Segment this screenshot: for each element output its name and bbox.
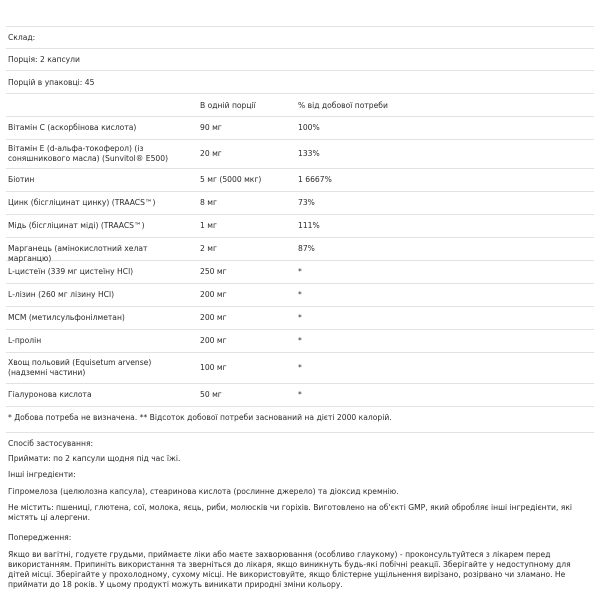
table-row [6,169,594,191]
ingredient-amount: 200 мг [200,290,227,299]
ingredient-amount: 1 мг [200,221,217,230]
header-amount: В одній порції [200,101,256,110]
ingredient-dv: 73% [298,198,315,207]
table-row [6,307,594,329]
ingredient-dv: * [298,313,302,322]
allergen-note: Не містить: пшениці, глютена, сої, молока, яєць, риби, молюсків чи горіхів. Виготовлено на об'єкті GMP, який обробляє інші інгредієнти, які містять ці алергени. [8,503,573,522]
ingredient-name: L-пролін [8,336,42,345]
ingredient-dv: 87% [298,244,315,253]
servings-row [6,71,594,93]
ingredient-dv: * [298,290,302,299]
ingredient-amount: 2 мг [200,244,217,253]
ingredient-amount: 50 мг [200,390,222,399]
table-row [6,117,594,139]
ingredient-amount: 200 мг [200,313,227,322]
ingredient-dv: 100% [298,123,320,132]
footnote-row [6,407,594,432]
composition-title: Склад: [8,33,36,42]
table-row [6,330,594,352]
warnings-title: Попередження: [8,533,72,542]
ingredient-amount: 250 мг [200,267,227,276]
table-row [6,215,594,237]
ingredient-amount: 200 мг [200,336,227,345]
table-row [6,140,594,168]
ingredient-amount: 90 мг [200,123,222,132]
ingredient-name: Мідь (бісгліцинат міді) (TRAACS™) [8,221,145,230]
ingredient-dv: * [298,336,302,345]
composition-title-row [6,27,594,48]
ingredient-amount: 8 мг [200,198,217,207]
ingredient-dv: 111% [298,221,320,230]
serving-row [6,49,594,70]
ingredient-amount: 100 мг [200,363,227,372]
ingredient-name: L-лізин (260 мг лізину HCl) [8,290,115,299]
servings-per-container: Порцій в упаковці: 45 [8,78,95,87]
table-footnote: * Добова потреба не визначена. ** Відсоток добової потреби заснований на дієті 2000 калорій. [8,413,392,422]
ingredient-name: Хвощ польовий (Equisetum arvense) (надземні частини) [8,358,152,377]
table-row [6,238,594,263]
header-daily-value: % від добової потреби [298,101,388,110]
supplement-facts-page [6,0,594,605]
ingredient-name: L-цистеїн (339 мг цистеїну HCl) [8,267,134,276]
ingredient-dv: 1 6667% [298,175,332,184]
ingredient-name: Цинк (бісгліцинат цинку) (TRAACS™) [8,198,156,207]
ingredient-amount: 20 мг [200,149,222,158]
warnings-text: Якщо ви вагітні, годуєте грудьми, приймаєте ліки або маєте захворювання (особливо глаукому) - проконсультуйтеся з лікарем перед використанням. Припиніть використання та зверніться до лікаря, якщо виникнуть будь-які побічні реакції. Зберігайте у недоступному для дітей місці. Зберігайте у прохолодному, сухому місці. Не використовуйте, якщо блістерне ущільнення вирізано, розірвано чи зламано. Не приймати до 18 років. У цьому продукті можуть виникати природні зміни кольору. [8,550,571,589]
table-row [6,261,594,283]
ingredient-name: Вітамін С (аскорбінова кислота) [8,123,137,132]
table-row [6,192,594,214]
serving-size: Порція: 2 капсули [8,55,80,64]
other-ingredients-text: Гіпромелоза (целюлозна капсула), стеаринова кислота (рослинне джерело) та діоксид кремнію. [8,487,399,496]
ingredient-name: Марганець (амінокислотний хелат марганцю) [8,244,148,263]
table-row [6,284,594,306]
table-row [6,384,594,406]
table-header [6,94,594,116]
ingredient-dv: * [298,267,302,276]
ingredient-dv: * [298,390,302,399]
ingredient-amount: 5 мг (5000 мкг) [200,175,262,184]
ingredient-name: Біотин [8,175,35,184]
ingredient-name: Вітамін E (d-альфа-токоферол) (із соняшникового масла) (Sunvitol® E500) [8,144,169,163]
ingredient-name: MCM (метилсульфонілметан) [8,313,125,322]
ingredient-name: Гіалуронова кислота [8,390,92,399]
text-sections [6,433,594,605]
ingredient-dv: 133% [298,149,320,158]
ingredient-dv: * [298,363,302,372]
other-ingredients-title: Інші інгредієнти: [8,470,76,479]
usage-title: Спосіб застосування: [8,439,94,448]
usage-text: Приймати: по 2 капсули щодня під час їжі. [8,454,181,463]
table-row [6,353,594,383]
